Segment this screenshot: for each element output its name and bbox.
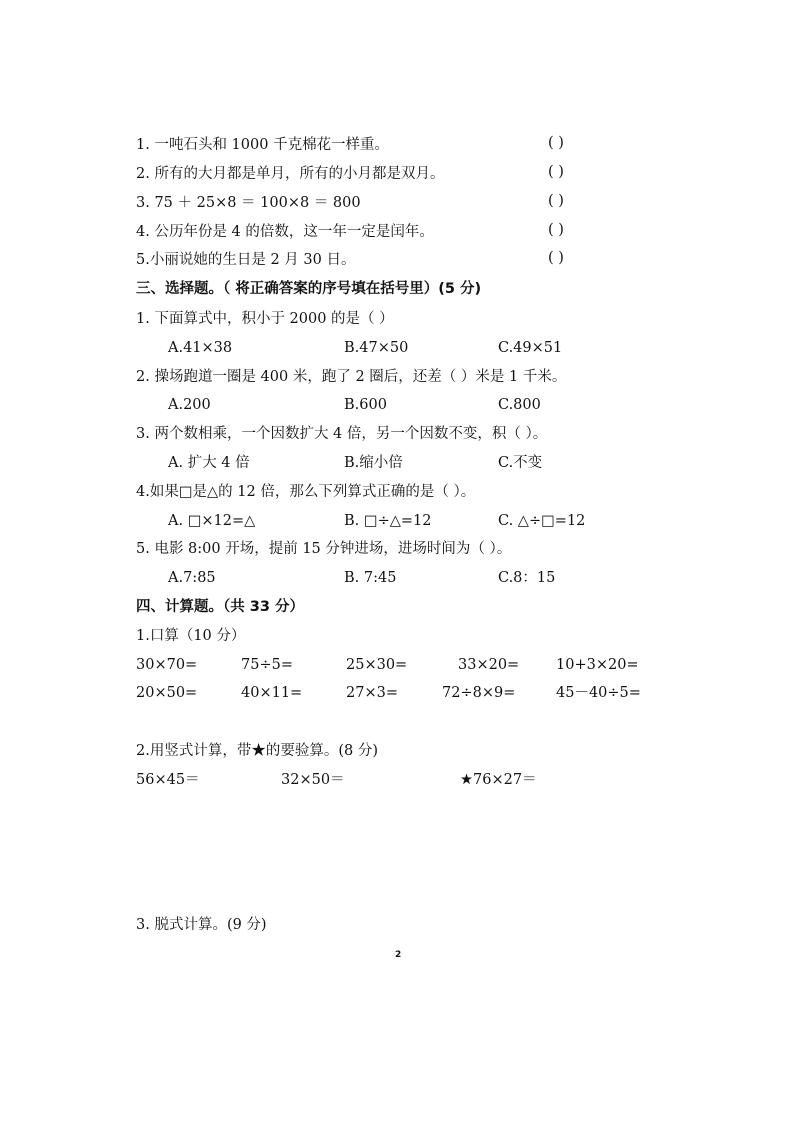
judge-answer-5[interactable]: ( ): [548, 250, 564, 266]
choice-question-text: 4.如果□是△的 12 倍，那么下列算式正确的是（ ）。: [136, 484, 476, 500]
oral-item: 72÷8×9=: [442, 685, 516, 701]
choice-option-c[interactable]: C.49×51: [498, 340, 563, 356]
oral-item: 75÷5=: [241, 657, 293, 673]
oral-calc-title: 1.口算（10 分）: [136, 628, 246, 644]
judge-answer-1[interactable]: ( ): [548, 135, 564, 151]
vertical-item: 56×45＝: [136, 772, 200, 788]
choice-option-b[interactable]: B.47×50: [344, 340, 409, 356]
judge-answer-4[interactable]: ( ): [548, 222, 564, 238]
choice-option-c[interactable]: C.800: [498, 397, 541, 413]
choice-option-a[interactable]: A. □×12=△: [168, 513, 256, 529]
choice-option-b[interactable]: B.600: [344, 397, 387, 413]
vertical-item: ★76×27＝: [460, 772, 537, 788]
page-number: 2: [395, 950, 402, 960]
judge-text-2: 2. 所有的大月都是单月，所有的小月都是双月。: [136, 166, 445, 182]
choice-option-a[interactable]: A.41×38: [168, 340, 233, 356]
judge-text-5: 5.小丽说她的生日是 2 月 30 日。: [136, 252, 356, 268]
vertical-item: 32×50＝: [281, 772, 345, 788]
oral-item: 27×3=: [346, 685, 398, 701]
step-calc-title: 3. 脱式计算。(9 分): [136, 917, 267, 933]
judge-answer-3[interactable]: ( ): [548, 193, 564, 209]
oral-item: 25×30=: [346, 657, 408, 673]
judge-answer-2[interactable]: ( ): [548, 164, 564, 180]
choice-option-a[interactable]: A. 扩大 4 倍: [168, 455, 250, 471]
oral-item: 45－40÷5=: [556, 685, 641, 701]
choice-option-a[interactable]: A.7:85: [168, 570, 216, 586]
choice-option-b[interactable]: B.缩小倍: [344, 455, 403, 471]
oral-item: 10+3×20=: [556, 657, 639, 673]
choice-option-c[interactable]: C.8：15: [498, 570, 556, 586]
choice-option-b[interactable]: B. 7:45: [344, 570, 397, 586]
choice-heading: 三、选择题。（ 将正确答案的序号填在括号里）(5 分): [136, 281, 482, 297]
choice-option-a[interactable]: A.200: [168, 397, 211, 413]
oral-item: 40×11=: [241, 685, 303, 701]
judge-text-1: 1. 一吨石头和 1000 千克棉花一样重。: [136, 137, 390, 153]
oral-item: 20×50=: [136, 685, 198, 701]
oral-item: 33×20=: [458, 657, 520, 673]
oral-item: 30×70=: [136, 657, 198, 673]
calc-heading: 四、计算题。（共 33 分）: [136, 599, 305, 615]
choice-option-c[interactable]: C. △÷□=12: [498, 513, 586, 529]
vertical-calc-title: 2.用竖式计算，带★的要验算。(8 分): [136, 743, 378, 759]
judge-text-3: 3. 75 ＋ 25×8 ＝ 100×8 ＝ 800: [136, 195, 361, 211]
choice-option-b[interactable]: B. □÷△=12: [344, 513, 432, 529]
choice-question-text: 5. 电影 8:00 开场，提前 15 分钟进场，进场时间为（ ）。: [136, 541, 512, 557]
choice-question-text: 2. 操场跑道一圈是 400 米，跑了 2 圈后，还差（ ）米是 1 千米。: [136, 369, 567, 385]
judge-text-4: 4. 公历年份是 4 的倍数，这一年一定是闰年。: [136, 224, 434, 240]
choice-question-text: 1. 下面算式中，积小于 2000 的是（ ）: [136, 311, 394, 327]
choice-option-c[interactable]: C.不变: [498, 455, 543, 471]
choice-question-text: 3. 两个数相乘，一个因数扩大 4 倍，另一个因数不变，积（ ）。: [136, 426, 548, 442]
